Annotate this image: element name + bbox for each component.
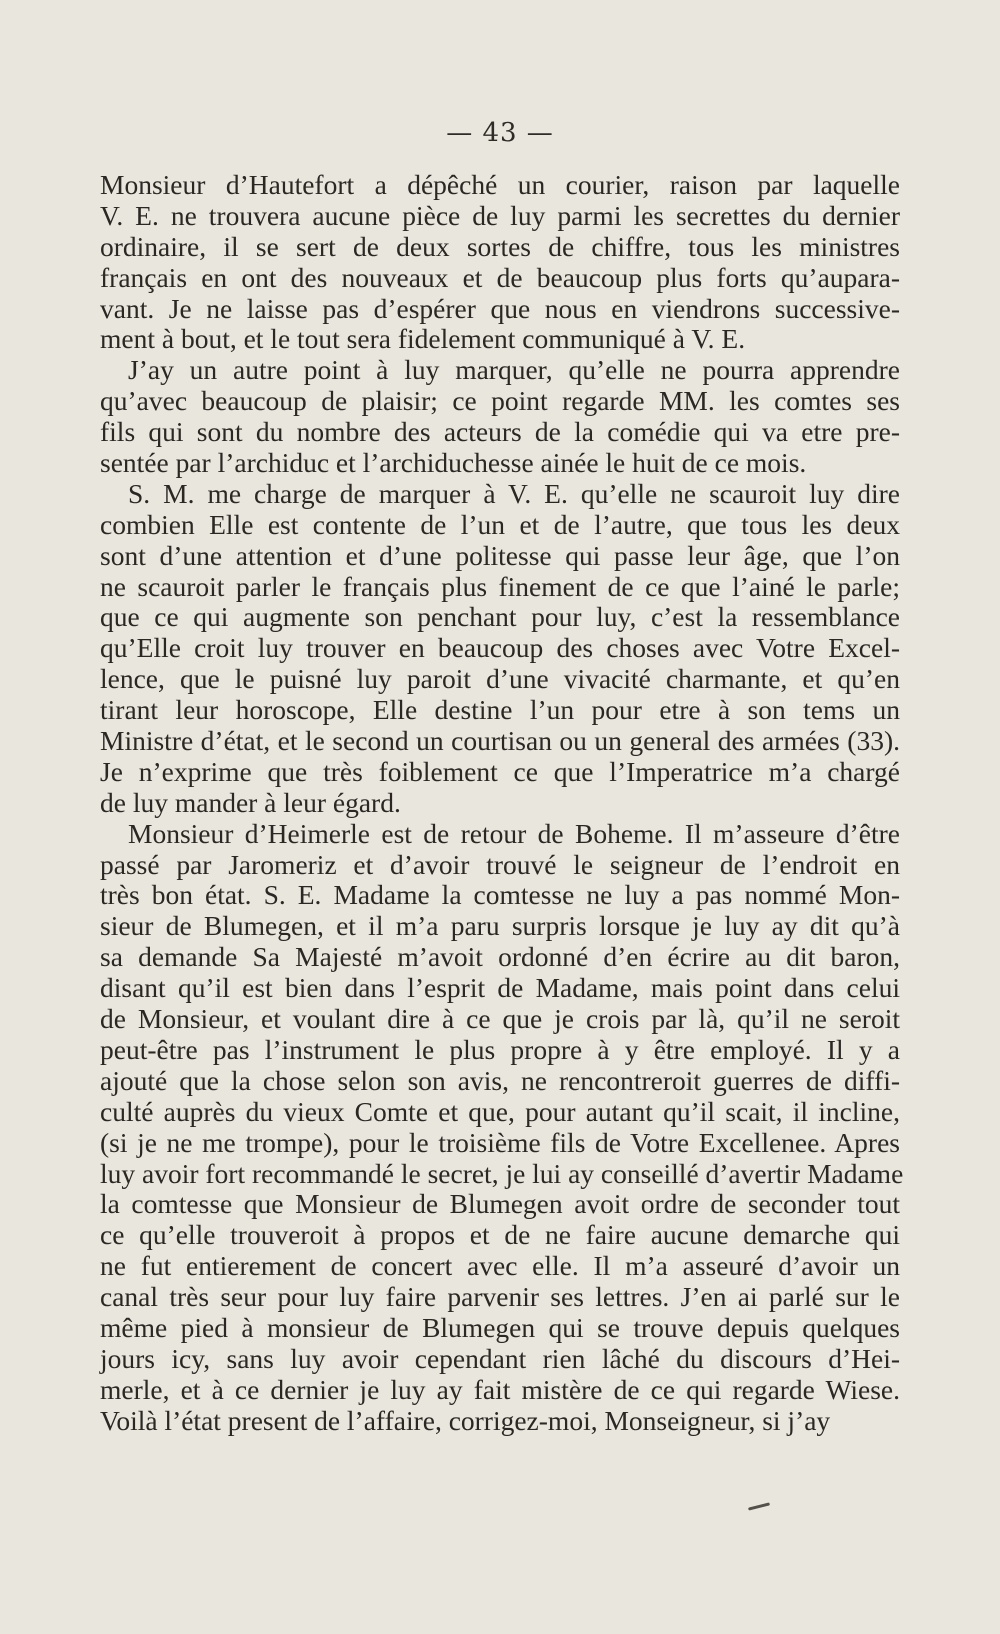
text-line: fils qui sont du nombre des acteurs de la comédie qui va etre pre- — [100, 416, 900, 448]
text-line: culté auprès du vieux Comte et que, pour autant qu’il scait, il incline, — [100, 1095, 900, 1127]
paragraph — [100, 170, 900, 355]
text-line: sont d’une attention et d’une politesse qui passe leur âge, que l’on — [100, 539, 900, 571]
text-line: Monsieur d’Hautefort a dépêché un courier, raison par laquelle — [100, 169, 900, 200]
text-line: combien Elle est contente de l’un et de l’autre, que tous les deux — [100, 508, 900, 540]
text-line: lence, que le puisné luy paroit d’une vivacité charmante, et qu’en — [100, 663, 900, 695]
ink-mark — [748, 1502, 770, 1510]
text-line: Voilà l’état present de l’affaire, corrigez-moi, Monseigneur, si j’ay — [100, 1404, 831, 1436]
text-line: merle, et à ce dernier je luy ay fait mistère de ce qui regarde Wiese. — [100, 1373, 900, 1405]
paragraph — [100, 479, 900, 819]
text-line: peut-être pas l’instrument le plus propre à y être employé. Il y a — [100, 1033, 900, 1065]
text-line: de luy mander à leur égard. — [100, 786, 401, 818]
text-line: de Monsieur, et voulant dire à ce que je crois par là, qu’il ne seroit — [100, 1003, 900, 1035]
text-line: ordinaire, il se sert de deux sortes de chiffre, tous les ministres — [100, 230, 900, 262]
text-line: ajouté que la chose selon son avis, ne rencontreroit guerres de diffi- — [100, 1064, 900, 1096]
paragraph — [100, 355, 900, 479]
text-line: ne scauroit parler le français plus finement de ce que l’ainé le parle; — [100, 570, 900, 602]
text-line: S. M. me charge de marquer à V. E. qu’elle ne scauroit luy dire — [128, 477, 900, 509]
text-line: Je n’exprime que très foiblement ce que l’Imperatrice m’a chargé — [100, 755, 900, 787]
text-line: tirant leur horoscope, Elle destine l’un pour etre à son tems un — [100, 694, 900, 726]
text-line: qu’avec beaucoup de plaisir; ce point regarde MM. les comtes ses — [100, 385, 900, 417]
text-line: sieur de Blumegen, et il m’a paru surpris lorsque je luy ay dit qu’à — [100, 910, 900, 942]
text-line: luy avoir fort recommandé le secret, je lui ay conseillé d’avertir Madame — [100, 1157, 904, 1189]
text-line: ment à bout, et le tout sera fidelement communiqué à V. E. — [100, 323, 746, 355]
text-line: sa demande Sa Majesté m’avoit ordonné d’en écrire au dit baron, — [100, 941, 900, 973]
text-line: vant. Je ne laisse pas d’espérer que nous en viendrons successive- — [100, 292, 900, 324]
text-line: disant qu’il est bien dans l’esprit de Madame, mais point dans celui — [100, 972, 900, 1004]
text-line: sentée par l’archiduc et l’archiduchesse ainée le huit de ce mois. — [100, 447, 807, 479]
text-line: ce qu’elle trouveroit à propos et de ne faire aucune demarche qui — [100, 1219, 900, 1251]
body-text — [100, 169, 904, 1437]
text-line: la comtesse que Monsieur de Blumegen avoit ordre de seconder tout — [100, 1188, 900, 1220]
text-line: Ministre d’état, et le second un courtisan ou un general des armées (33). — [100, 725, 900, 757]
text-line: Monsieur d’Heimerle est de retour de Boheme. Il m’asseure d’être — [128, 817, 900, 849]
text-line: même pied à monsieur de Blumegen qui se trouve depuis quelques — [100, 1311, 900, 1343]
paragraph — [100, 817, 904, 1437]
text-line: passé par Jaromeriz et d’avoir trouvé le seigneur de l’endroit en — [100, 848, 900, 880]
text-line: très bon état. S. E. Madame la comtesse ne luy a pas nommé Mon- — [100, 879, 900, 911]
text-line: que ce qui augmente son penchant pour luy, c’est la ressemblance — [100, 601, 900, 633]
text-line: canal très seur pour luy faire parvenir ses lettres. J’en ai parlé sur le — [100, 1281, 900, 1313]
text-line: ne fut entierement de concert avec elle. Il m’a asseuré d’avoir un — [100, 1250, 900, 1282]
page-number: — 43 — — [446, 118, 554, 148]
text-line: (si je ne me trompe), pour le troisième fils de Votre Excellenee. Apres — [100, 1126, 900, 1158]
text-line: français en ont des nouveaux et de beaucoup plus forts qu’aupara- — [100, 261, 900, 293]
text-line: jours icy, sans luy avoir cependant rien lâché du discours d’Hei- — [100, 1342, 900, 1374]
text-line: V. E. ne trouvera aucune pièce de luy parmi les secrettes du dernier — [100, 199, 900, 231]
text-line: J’ay un autre point à luy marquer, qu’elle ne pourra apprendre — [128, 354, 900, 386]
text-line: qu’Elle croit luy trouver en beaucoup des choses avec Votre Excel- — [100, 632, 900, 664]
